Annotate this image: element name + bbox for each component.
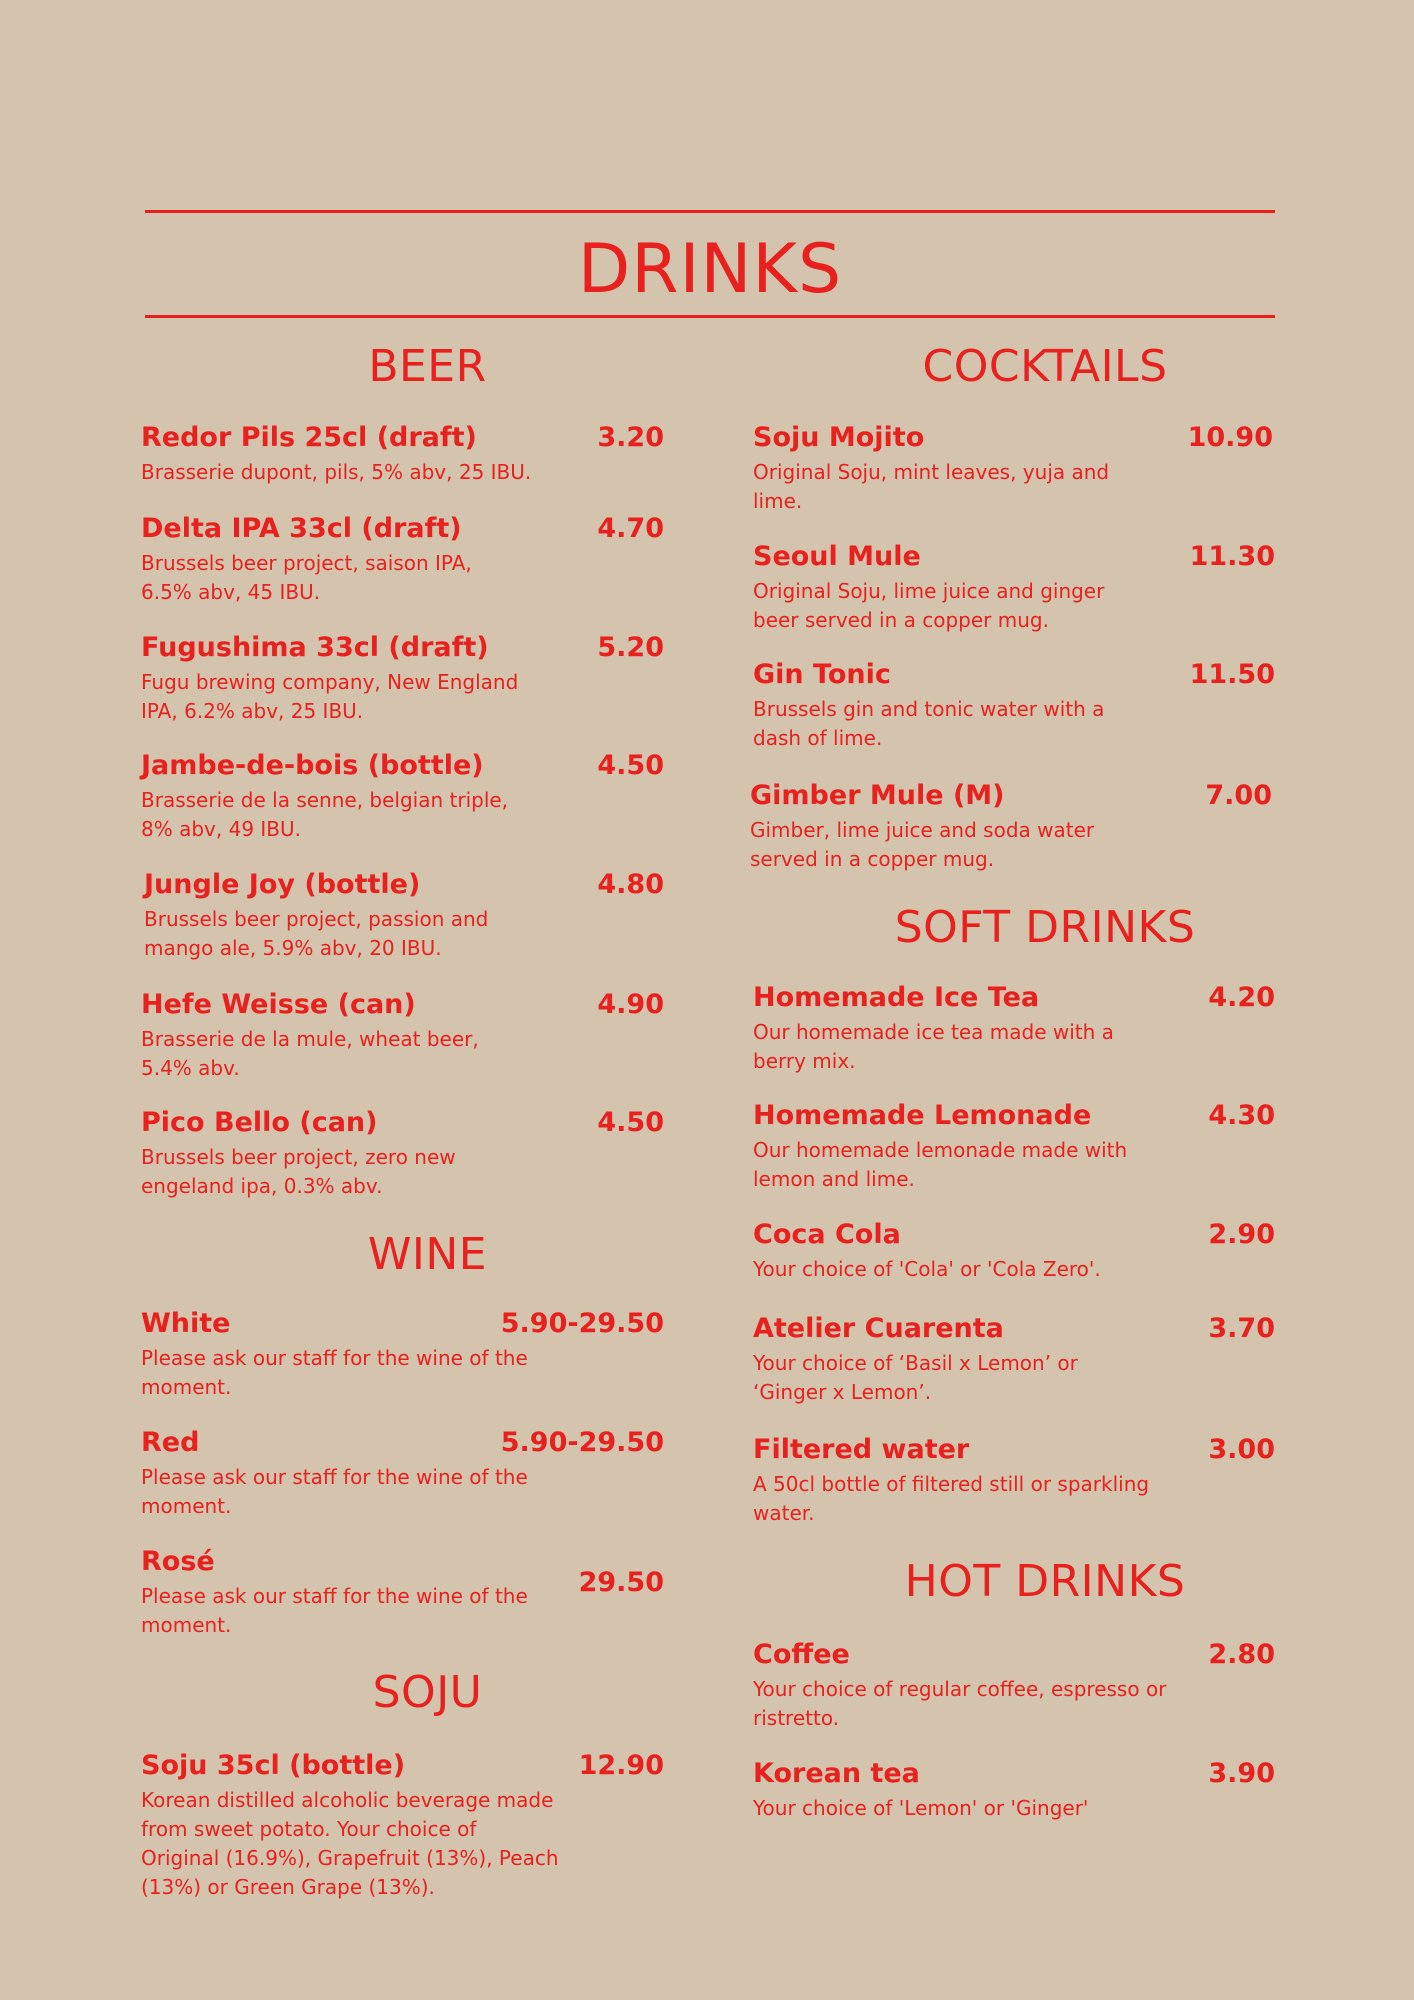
item-price: 4.80	[597, 869, 664, 900]
menu-item	[753, 539, 1275, 639]
item-name: Redor Pils 25cl (draft)	[141, 422, 477, 453]
menu-item	[753, 1637, 1275, 1737]
item-name: Seoul Mule	[753, 541, 921, 572]
item-name: Korean tea	[753, 1758, 920, 1789]
menu-item	[144, 867, 664, 967]
menu-item	[753, 657, 1275, 757]
item-name: Hefe Weisse (can)	[141, 989, 416, 1020]
item-price: 4.20	[1208, 982, 1275, 1013]
item-price: 11.50	[1189, 659, 1275, 690]
menu-title: DRINKS	[577, 230, 843, 309]
item-name: Homemade Lemonade	[753, 1100, 1092, 1131]
item-price: 2.90	[1208, 1219, 1275, 1250]
item-description: Gimber, lime juice and soda water served in a copper mug.	[750, 818, 1095, 871]
item-description: Brasserie de la mule, wheat beer, 5.4% abv.	[141, 1027, 479, 1080]
section-title-wine: WINE	[367, 1229, 488, 1280]
item-description: Your choice of 'Lemon' or 'Ginger'	[753, 1796, 1089, 1820]
item-description: Our homemade lemonade made with lemon and lime.	[753, 1138, 1128, 1191]
item-description: Brasserie de la senne, belgian triple, 8% abv, 49 IBU.	[141, 788, 509, 841]
item-description: Please ask our staff for the wine of the moment.	[141, 1465, 528, 1518]
item-price: 5.90-29.50	[500, 1308, 664, 1339]
item-price: 12.90	[578, 1750, 664, 1781]
item-name: White	[141, 1308, 231, 1339]
menu-item	[753, 420, 1273, 520]
item-description: Your choice of ‘Basil x Lemon’ or ‘Ginger x Lemon’.	[753, 1351, 1078, 1404]
item-price: 11.30	[1189, 541, 1275, 572]
item-price: 2.80	[1208, 1639, 1275, 1670]
item-description: Korean distilled alcoholic beverage made from sweet potato. Your choice of Original (16.9%), Grapefruit (13%), Peach (13%) or Green Grape (13%).	[141, 1788, 559, 1899]
item-name: Jungle Joy (bottle)	[144, 869, 421, 900]
item-description: Brussels beer project, saison IPA, 6.5% abv, 45 IBU.	[141, 551, 472, 604]
item-description: Original Soju, lime juice and ginger beer served in a copper mug.	[753, 579, 1105, 632]
item-name: Red	[141, 1427, 200, 1458]
section-title-beer: BEER	[368, 341, 487, 392]
menu-item	[141, 420, 664, 490]
item-description: Please ask our staff for the wine of the moment.	[141, 1584, 528, 1637]
menu-item	[141, 1105, 664, 1205]
item-description: Brussels gin and tonic water with a dash of lime.	[753, 697, 1105, 750]
menu-item	[753, 980, 1275, 1080]
item-name: Jambe-de-bois (bottle)	[141, 750, 484, 781]
item-description: Please ask our staff for the wine of the moment.	[141, 1346, 528, 1399]
item-name: Gin Tonic	[753, 659, 891, 690]
menu-item	[753, 1217, 1275, 1297]
item-price: 29.50	[578, 1567, 664, 1598]
menu-item	[141, 511, 664, 611]
menu-item	[141, 1544, 664, 1644]
item-price: 3.00	[1208, 1434, 1275, 1465]
item-price: 3.20	[597, 422, 664, 453]
title-rule-bottom	[145, 315, 1275, 318]
item-price: 4.50	[597, 1107, 664, 1138]
item-price: 5.90-29.50	[500, 1427, 664, 1458]
item-price: 3.90	[1208, 1758, 1275, 1789]
item-description: Original Soju, mint leaves, yuja and lime.	[753, 460, 1110, 513]
item-price: 4.90	[597, 989, 664, 1020]
menu-item	[141, 987, 664, 1087]
item-description: Brasserie dupont, pils, 5% abv, 25 IBU.	[141, 460, 532, 484]
item-description: Our homemade ice tea made with a berry mix.	[753, 1020, 1114, 1073]
item-description: Brussels beer project, passion and mango ale, 5.9% abv, 20 IBU.	[144, 907, 489, 960]
menu-item	[141, 1425, 664, 1525]
item-name: Rosé	[141, 1546, 215, 1577]
item-name: Gimber Mule (M)	[750, 780, 1005, 811]
item-name: Soju Mojito	[753, 422, 925, 453]
item-price: 7.00	[1205, 780, 1272, 811]
menu-item	[141, 1306, 664, 1406]
menu-item	[753, 1311, 1275, 1411]
menu-item	[141, 630, 664, 730]
menu-item	[753, 1098, 1275, 1198]
item-description: A 50cl bottle of filtered still or sparkling water.	[753, 1472, 1150, 1525]
section-title-soju: SOJU	[372, 1667, 483, 1718]
item-name: Coffee	[753, 1639, 850, 1670]
item-name: Homemade Ice Tea	[753, 982, 1040, 1013]
item-price: 10.90	[1187, 422, 1273, 453]
item-name: Delta IPA 33cl (draft)	[141, 513, 462, 544]
item-description: Your choice of 'Cola' or 'Cola Zero'.	[753, 1257, 1101, 1281]
item-price: 4.70	[597, 513, 664, 544]
section-title-soft-drinks: SOFT DRINKS	[894, 902, 1196, 953]
item-description: Brussels beer project, zero new engeland ipa, 0.3% abv.	[141, 1145, 456, 1198]
item-description: Fugu brewing company, New England IPA, 6.2% abv, 25 IBU.	[141, 670, 519, 723]
menu-item	[753, 1432, 1275, 1532]
item-price: 4.30	[1208, 1100, 1275, 1131]
item-description: Your choice of regular coffee, espresso or ristretto.	[753, 1677, 1167, 1730]
menu-item	[141, 1748, 664, 1908]
section-title-hot-drinks: HOT DRINKS	[904, 1556, 1186, 1607]
item-name: Coca Cola	[753, 1219, 901, 1250]
menu-item	[753, 1756, 1275, 1836]
item-name: Pico Bello (can)	[141, 1107, 378, 1138]
item-price: 3.70	[1208, 1313, 1275, 1344]
item-price: 4.50	[597, 750, 664, 781]
item-name: Soju 35cl (bottle)	[141, 1750, 406, 1781]
item-name: Filtered water	[753, 1434, 970, 1465]
section-title-cocktails: COCKTAILS	[922, 341, 1168, 392]
menu-item	[750, 778, 1272, 878]
item-name: Fugushima 33cl (draft)	[141, 632, 489, 663]
menu-item	[141, 748, 664, 848]
item-price: 5.20	[597, 632, 664, 663]
item-name: Atelier Cuarenta	[753, 1313, 1004, 1344]
title-rule-top	[145, 210, 1275, 213]
